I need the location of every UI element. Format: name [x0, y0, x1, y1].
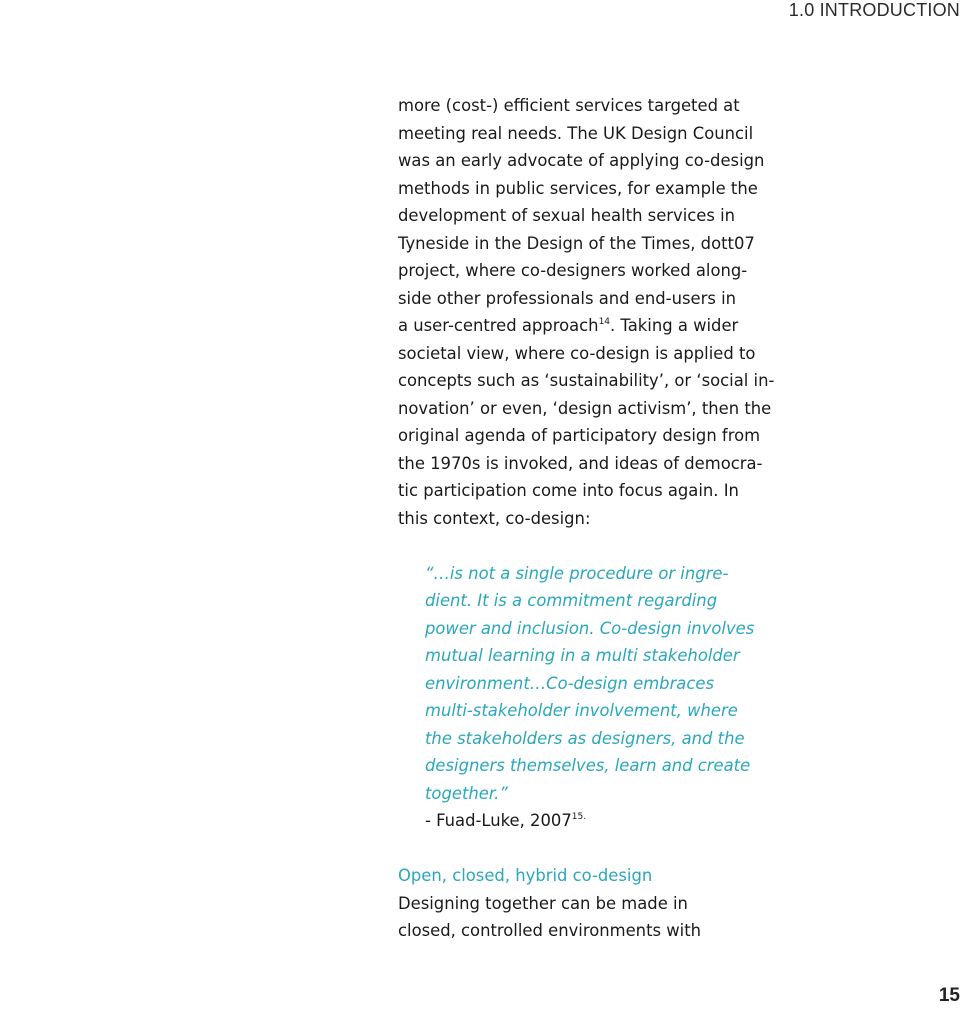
para-line: project, where co-designers worked along-: [398, 261, 748, 280]
quote-line: designers themselves, learn and create: [425, 756, 751, 775]
para-line: development of sexual health services in: [398, 206, 736, 225]
quote-line: multi-stakeholder involvement, where: [425, 701, 738, 720]
quote-fuad-luke: [398, 560, 768, 835]
para-line: [398, 312, 768, 340]
quote-line: dient. It is a commitment regarding: [425, 591, 718, 610]
attribution-text: - Fuad-Luke, 2007: [425, 811, 572, 830]
footnote-ref: 15.: [571, 812, 587, 822]
para-line: concepts such as ‘sustainability’, or ‘social in-: [398, 371, 775, 390]
para-line: Tyneside in the Design of the Times, dott07: [398, 233, 755, 253]
quote-line: mutual learning in a multi stakeholder: [425, 646, 740, 665]
quote-attribution: [425, 807, 768, 835]
para-line: was an early advocate of applying co-design: [398, 151, 765, 170]
para-line: closed, controlled environments with: [398, 921, 702, 940]
para-line: novation’ or even, ‘design activism’, then the: [398, 398, 772, 418]
para-line: meeting real needs. The UK Design Council: [398, 123, 754, 143]
quote-line: the stakeholders as designers, and the: [425, 728, 745, 748]
ucd-text-post: . Taking a wider: [610, 316, 739, 335]
quote-line: “…is not a single procedure or ingre-: [425, 563, 729, 583]
para-line: the 1970s is invoked, and ideas of democra-: [398, 453, 763, 473]
para-line: tic participation come into focus again. In: [398, 481, 739, 500]
para-line: societal view, where co-design is applied to: [398, 343, 756, 363]
page-number: 15: [938, 985, 960, 1006]
para-line: this context, co-design:: [398, 508, 591, 528]
para-line: Designing together can be made in: [398, 893, 688, 913]
quote-line: environment…Co-design embraces: [425, 673, 714, 693]
quote-line: together.”: [425, 783, 508, 803]
para-line: methods in public services, for example the: [398, 178, 758, 198]
section-header: 1.0 INTRODUCTION: [788, 0, 960, 20]
footnote-ref: 14: [598, 317, 611, 327]
para-line: original agenda of participatory design from: [398, 426, 761, 445]
ucd-text: a user-centred approach: [398, 316, 599, 335]
para-line: side other professionals and end-users in: [398, 288, 737, 308]
quote-line: power and inclusion. Co-design involves: [425, 618, 755, 638]
right-text-column: [398, 92, 775, 945]
para-line: more (cost-) efficient services targeted at: [398, 96, 740, 115]
section-heading-open-closed: Open, closed, hybrid co-design: [398, 866, 653, 885]
